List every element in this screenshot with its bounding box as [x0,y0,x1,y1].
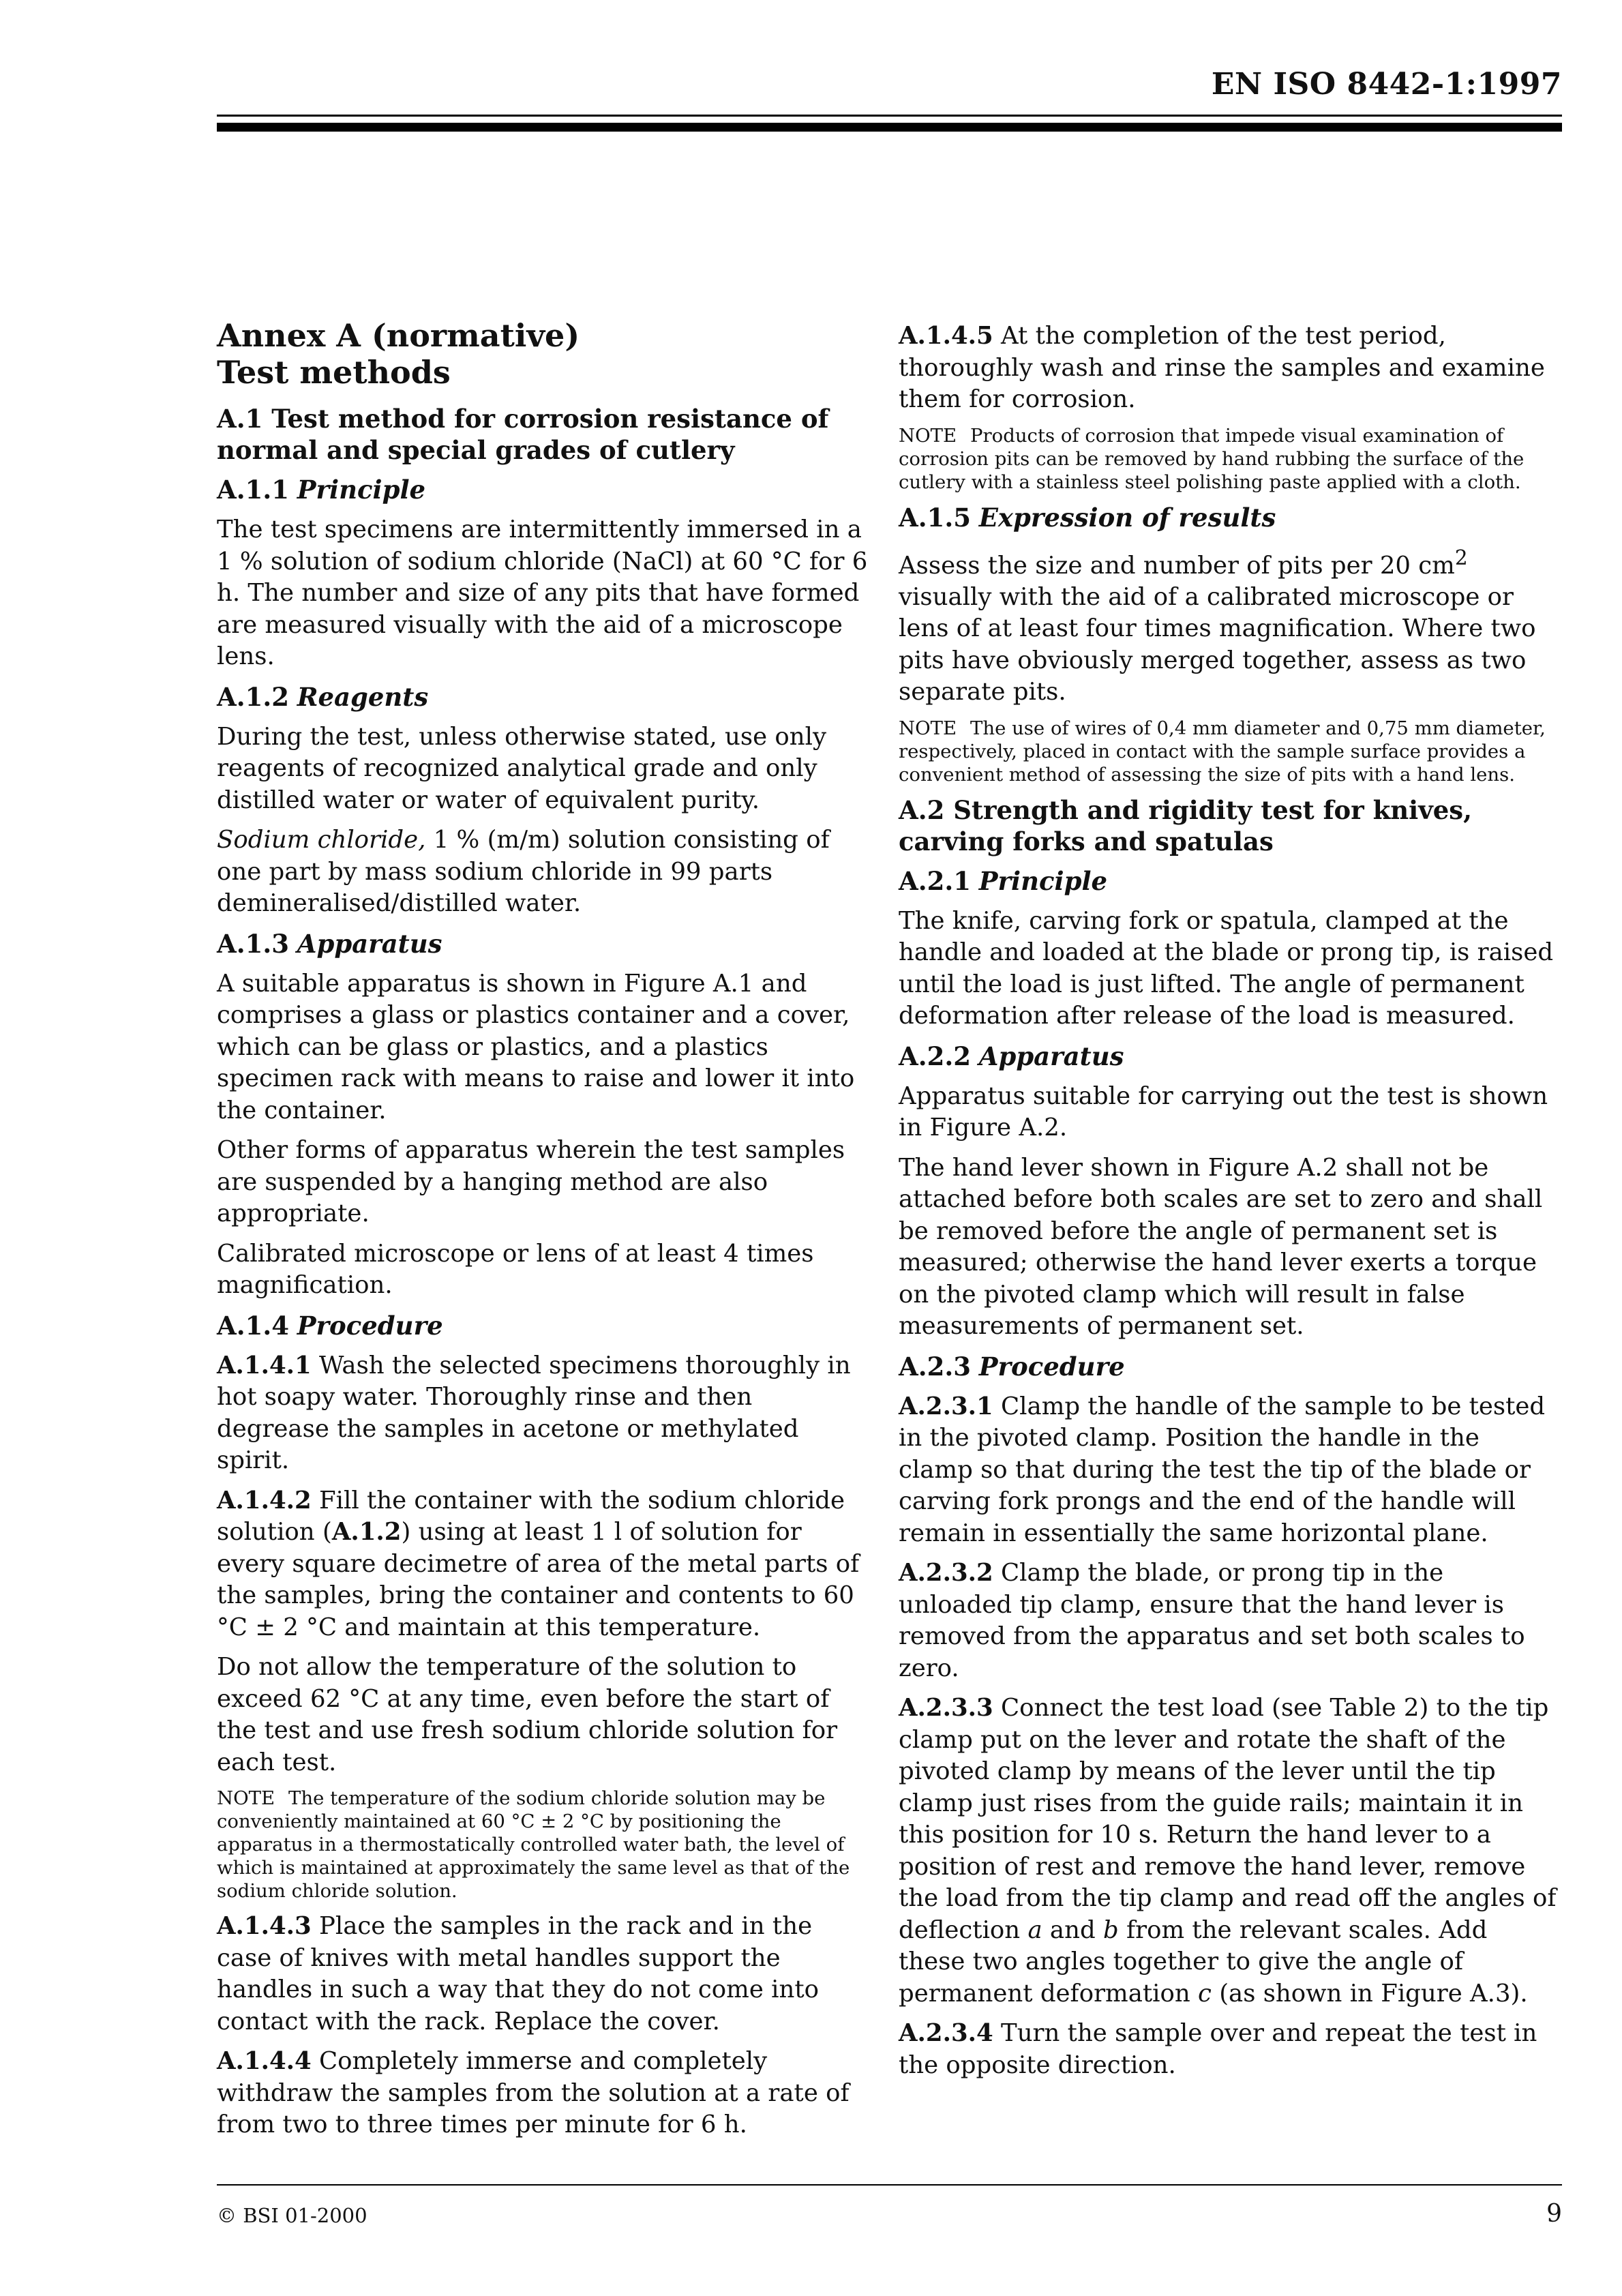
variable-a: a [1027,1915,1042,1944]
clause-text: Turn the sample over and repeat the test in the opposite direction. [899,2019,1537,2079]
clause-text: Clamp the handle of the sample to be tested in the pivoted clamp. Position the handle in the clamp so that during the test the tip of the blade or carving fork prongs and the end of the handle will remain in essentially the same horizontal plane. [899,1392,1546,1547]
clause-text: Wash the selected specimens thoroughly in hot soapy water. Thoroughly rinse and then degrease the samples in acetone or methylated spirit. [217,1351,851,1474]
clause-a145 [899,320,1560,416]
subsection-title: Procedure [978,1351,1125,1382]
clause-number: A.2.3.3 [899,1694,993,1723]
header-rule-thin [217,115,1562,117]
clause-text: At the completion of the test period, thoroughly wash and rinse the samples and examine them for corrosion. [899,322,1545,413]
copyright-notice: © BSI 01-2000 [217,2204,367,2227]
clause-text: Clamp the blade, or prong tip in the unloaded tip clamp, ensure that the hand lever is removed from the apparatus and set both scales to zero. [899,1559,1525,1682]
subsection-number: A.1.3 [217,928,289,959]
note-label: NOTE [217,1787,275,1809]
subsection-number: A.2.1 [899,865,971,896]
paragraph: Do not allow the temperature of the solution to exceed 62 °C at any time, even before the start of the test and use fresh sodium chloride solution for each test. [217,1653,838,1776]
subsection-a14-heading [217,1310,871,1342]
paragraph [217,824,871,920]
note-text: Products of corrosion that impede visual examination of corrosion pits can be removed by hand rubbing the surface of the cutlery with a stainless steel polishing paste applied with a cloth. [899,424,1525,493]
clause-a234 [899,2018,1560,2081]
subsection-number: A.1.1 [217,475,289,505]
clause-number: A.2.3.1 [899,1392,993,1420]
clause-a141 [217,1350,871,1477]
clause-text: Completely immerse and completely withdraw the samples from the solution at a rate of from two to three times per minute for 6 h. [217,2047,850,2138]
variable-b: b [1102,1915,1119,1944]
subsection-a12-heading [217,681,871,713]
subsection-a15-heading [899,502,1560,534]
clause-text: Fill the container with the sodium chloride solution ( [217,1486,845,1546]
defined-term: Sodium chloride, [217,826,426,854]
note-label: NOTE [899,424,957,447]
subsection-a13-heading [217,928,871,960]
right-column [899,320,1560,2089]
clause-a233 [899,1693,1560,2010]
paragraph-text: visually with the aid of a calibrated microscope or lens of at least four times magnification. Where two pits have obviously merged together, assess as two separate pits. [899,582,1536,706]
subsection-a11-heading [217,474,871,506]
header-rule-thick [217,123,1562,132]
paragraph: A suitable apparatus is shown in Figure A.1 and comprises a glass or plastics container and a cover, which can be glass or plastics, and a plastics specimen rack with means to raise and lower it into the container. [217,969,855,1124]
paragraph: The hand lever shown in Figure A.2 shall not be attached before both scales are set to zero and shall be removed before the angle of permanent set is measured; otherwise the hand lever exerts a torque on the pivoted clamp which will result in false measurements of permanent set. [899,1153,1543,1341]
subsection-a21-heading [899,865,1560,897]
paragraph-text: 1 % (m/m) solution consisting of one part by mass sodium chloride in 99 parts demineralised/distilled water. [217,826,830,917]
left-column [217,317,871,2149]
paragraph: Apparatus suitable for carrying out the test is shown in Figure A.2. [899,1082,1548,1142]
subsection-number: A.1.4 [217,1310,289,1341]
note [899,717,1560,786]
clause-text: Connect the test load (see Table 2) to the tip clamp put on the lever and rotate the shaft of the pivoted clamp by means of the lever until the tip clamp just rises from the guide rails; maintain it in this position for 10 s. Return the hand lever to a position of rest and remove the hand lever, remove the load from the tip clamp and read off the angles of deflection [899,1694,1557,1944]
subsection-title: Expression of results [978,502,1276,533]
clause-text: (as shown in Figure A.3). [1211,1979,1528,2008]
subsection-title: Principle [978,865,1108,896]
subsection-number: A.2.3 [899,1351,971,1382]
paragraph: Other forms of apparatus wherein the test samples are suspended by a hanging method are also appropriate. [217,1136,845,1227]
subsection-title: Principle [297,475,426,505]
subsection-a22-heading [899,1041,1560,1073]
subsection-title: Reagents [297,681,429,712]
paragraph: The knife, carving fork or spatula, clamped at the handle and loaded at the blade or prong tip, is raised until the load is just lifted. The angle of permanent deformation after release of the load is measured. [899,906,1554,1030]
clause-number: A.1.4.4 [217,2047,312,2075]
subsection-number: A.1.5 [899,502,971,533]
clause-a142 [217,1485,871,1644]
paragraph-text: Assess the size and number of pits per 20 cm [899,551,1455,580]
annex-title: Annex A (normative) [217,317,580,354]
section-a2-heading: A.2 Strength and rigidity test for knives, carving forks and spatulas [899,794,1472,856]
subsection-a23-heading [899,1351,1560,1383]
document-id: EN ISO 8442-1:1997 [1211,67,1562,102]
note [899,424,1560,494]
clause-number: A.1.4.2 [217,1486,312,1515]
clause-text: ) using at least 1 l of solution for every square decimetre of area of the metal parts of the samples, bring the container and contents to 60 °C ± 2 °C and maintain at this temperature. [217,1518,860,1641]
clause-number: A.1.4.5 [899,322,993,350]
clause-number: A.1.4.1 [217,1351,312,1380]
paragraph [899,542,1560,709]
clause-number: A.2.3.2 [899,1559,993,1587]
clause-text: Place the samples in the rack and in the case of knives with metal handles support the handles in such a way that they do not come into contact with the rack. Replace the cover. [217,1912,819,2036]
annex-subtitle: Test methods [217,354,451,391]
subsection-number: A.2.2 [899,1041,971,1071]
variable-c: c [1198,1979,1212,2008]
clause-a143 [217,1911,871,2038]
clause-number: A.2.3.4 [899,2019,993,2048]
paragraph: During the test, unless otherwise stated, use only reagents of recognized analytical grade and only distilled water or water of equivalent purity. [217,722,827,814]
clause-text: from the relevant scales. Add these two angles together to give the angle of permanent deformation [899,1915,1488,2008]
subsection-title: Procedure [297,1310,443,1341]
subsection-title: Apparatus [297,928,442,959]
section-a1-heading: A.1 Test method for corrosion resistance of normal and special grades of cutlery [217,404,829,465]
note-text: The temperature of the sodium chloride solution may be conveniently maintained at 60 °C ± 2 °C by positioning the apparatus in a thermostatically controlled water bath, the level of which is maintained at approximately the same level as that of the sodium chloride solution. [217,1787,850,1902]
note-text: The use of wires of 0,4 mm diameter and 0,75 mm diameter, respectively, placed in contact with the sample surface provides a convenient method of assessing the size of pits with a hand lens. [899,717,1546,786]
subsection-number: A.1.2 [217,681,289,712]
page-number: 9 [1546,2200,1562,2228]
clause-number: A.1.4.3 [217,1912,312,1940]
annex-heading [217,317,871,391]
clause-text: and [1042,1915,1103,1944]
note [217,1787,871,1903]
footer-rule [217,2184,1562,2186]
note-label: NOTE [899,717,957,739]
paragraph: The test specimens are intermittently immersed in a 1 % solution of sodium chloride (NaCl) at 60 °C for 6 h. The number and size of any pits that have formed are measured visually with the aid of a microscope lens. [217,516,868,670]
paragraph: Calibrated microscope or lens of at least 4 times magnification. [217,1239,814,1299]
clause-a144 [217,2046,871,2141]
clause-a232 [899,1557,1560,1684]
superscript: 2 [1454,546,1468,569]
subsection-title: Apparatus [978,1041,1124,1071]
cross-reference: A.1.2 [331,1518,402,1546]
clause-a231 [899,1391,1560,1550]
